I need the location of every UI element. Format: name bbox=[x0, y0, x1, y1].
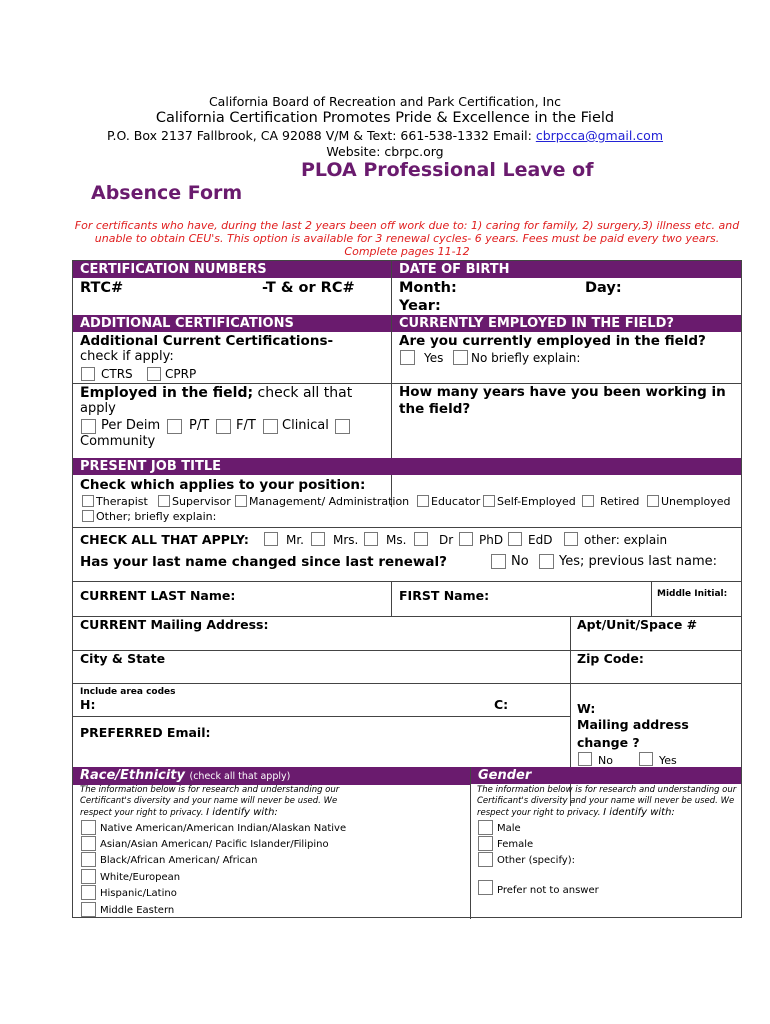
mrs-label: Mrs. bbox=[333, 533, 359, 547]
employed-no-checkbox[interactable] bbox=[453, 350, 468, 365]
self-employed-label: Self-Employed bbox=[497, 495, 576, 508]
supervisor-checkbox[interactable] bbox=[158, 495, 170, 507]
row-divider bbox=[73, 581, 741, 582]
retired-checkbox[interactable] bbox=[582, 495, 594, 507]
race-black-label: Black/African American/ African bbox=[100, 855, 258, 866]
race-note: (check all that apply) bbox=[189, 771, 291, 782]
email-label: PREFERRED Email: bbox=[80, 725, 211, 740]
unemployed-checkbox[interactable] bbox=[647, 495, 659, 507]
other-title-checkbox[interactable] bbox=[564, 532, 578, 546]
work-phone-label: W: bbox=[577, 701, 596, 716]
form-title: PLOA Professional Leave of bbox=[301, 159, 594, 181]
race-white-label: White/European bbox=[100, 872, 181, 883]
mr-label: Mr. bbox=[286, 533, 304, 547]
name-change-question: Has your last name changed since last renewal? bbox=[80, 554, 447, 570]
name-change-yes-label: Yes; previous last name: bbox=[559, 554, 718, 569]
mail-change-no-label: No bbox=[598, 754, 613, 767]
race-white-checkbox[interactable] bbox=[81, 869, 96, 884]
col-divider bbox=[470, 767, 471, 919]
email-link[interactable]: cbrpcca@gmail.com bbox=[535, 128, 664, 143]
row-divider bbox=[73, 527, 741, 528]
phd-checkbox[interactable] bbox=[459, 532, 473, 546]
race-middle-eastern-label: Middle Eastern bbox=[100, 905, 175, 916]
name-change-yes-checkbox[interactable] bbox=[539, 554, 554, 569]
race-title: Race/Ethnicity bbox=[80, 768, 185, 783]
mailing-address-label: CURRENT Mailing Address: bbox=[80, 617, 269, 632]
therapist-checkbox[interactable] bbox=[82, 495, 94, 507]
race-middle-eastern-checkbox[interactable] bbox=[81, 902, 96, 917]
mail-change-yes-checkbox[interactable] bbox=[639, 752, 653, 766]
section-dob: DATE OF BIRTH bbox=[392, 261, 741, 278]
mrs-checkbox[interactable] bbox=[311, 532, 325, 546]
pt-label: P/T bbox=[189, 418, 210, 433]
supervisor-label: Supervisor bbox=[172, 495, 231, 508]
retired-label: Retired bbox=[600, 495, 640, 508]
section-present-job: PRESENT JOB TITLE bbox=[73, 458, 741, 475]
dr-label: Dr bbox=[439, 533, 454, 547]
address-text: P.O. Box 2137 Fallbrook, CA 92088 V/M & Text: 661-538-1332 Email: bbox=[106, 128, 536, 143]
check-if-apply: check if apply: bbox=[80, 349, 174, 364]
community-label: Community bbox=[80, 434, 156, 449]
area-code-note: Include area codes bbox=[80, 687, 176, 697]
gender-female-checkbox[interactable] bbox=[478, 836, 493, 851]
race-identify: I identify with: bbox=[206, 807, 278, 818]
gender-disclaimer-text: The information below is for research and understanding our Certificant's diversity and your name will never be used. We respect your right to privacy. bbox=[477, 785, 737, 818]
educator-checkbox[interactable] bbox=[417, 495, 429, 507]
years-question: How many years have you been working in bbox=[399, 384, 726, 400]
employed-yes-label: Yes bbox=[424, 351, 444, 365]
other-checkbox[interactable] bbox=[82, 510, 94, 522]
cell-phone-label: C: bbox=[494, 697, 509, 712]
cprp-label: CPRP bbox=[165, 367, 197, 381]
community-checkbox[interactable] bbox=[335, 419, 350, 434]
therapist-label: Therapist bbox=[96, 495, 148, 508]
race-native-checkbox[interactable] bbox=[81, 820, 96, 835]
race-asian-checkbox[interactable] bbox=[81, 836, 96, 851]
race-hispanic-label: Hispanic/Latino bbox=[100, 888, 177, 899]
edd-label: EdD bbox=[528, 533, 553, 547]
section-additional-certs: ADDITIONAL CERTIFICATIONS bbox=[73, 315, 391, 332]
ctrs-label: CTRS bbox=[101, 367, 133, 381]
contact-line bbox=[0, 128, 770, 143]
first-name-label: FIRST Name: bbox=[399, 588, 490, 603]
home-phone-label: H: bbox=[80, 697, 96, 712]
gender-male-label: Male bbox=[497, 823, 521, 834]
section-cert-numbers: CERTIFICATION NUMBERS bbox=[73, 261, 391, 278]
intro-text: For certificants who have, during the last 2 years been off work due to: 1) caring for family, 2) surgery,3) illness etc. and unable to obtain CEU's. This option is available for 3 renewal cycles- 6 years. Fees must be paid every two years. Complete pages 11-12 bbox=[74, 219, 740, 258]
other-label: Other; briefly explain: bbox=[96, 510, 217, 523]
gender-female-label: Female bbox=[497, 839, 534, 850]
employed-question: Are you currently employed in the field? bbox=[399, 333, 706, 349]
race-black-checkbox[interactable] bbox=[81, 852, 96, 867]
section-currently-employed: CURRENTLY EMPLOYED IN THE FIELD? bbox=[392, 315, 741, 332]
self-employed-checkbox[interactable] bbox=[483, 495, 495, 507]
mail-change-label-2: change ? bbox=[577, 735, 640, 750]
section-gender: Gender bbox=[471, 767, 741, 784]
city-state-label: City & State bbox=[80, 651, 166, 666]
employed-field-label bbox=[80, 385, 352, 402]
pt-checkbox[interactable] bbox=[167, 419, 182, 434]
per-deim-label: Per Deim bbox=[101, 418, 161, 433]
ft-label: F/T bbox=[236, 418, 256, 433]
employed-no-label: No briefly explain: bbox=[471, 351, 581, 365]
employed-field-rest: check all that bbox=[253, 385, 353, 401]
employed-field-apply: apply bbox=[80, 401, 116, 416]
additional-certs-label: Additional Current Certifications- bbox=[80, 333, 334, 349]
name-change-no-checkbox[interactable] bbox=[491, 554, 506, 569]
last-name-label: CURRENT LAST Name: bbox=[80, 588, 236, 603]
section-race bbox=[73, 767, 470, 785]
clinical-checkbox[interactable] bbox=[263, 419, 278, 434]
mr-checkbox[interactable] bbox=[264, 532, 278, 546]
ctrs-checkbox[interactable] bbox=[81, 367, 95, 381]
clinical-label: Clinical bbox=[282, 418, 329, 433]
gender-male-checkbox[interactable] bbox=[478, 820, 493, 835]
ms-label: Ms. bbox=[386, 533, 407, 547]
gender-other-checkbox[interactable] bbox=[478, 852, 493, 867]
race-hispanic-checkbox[interactable] bbox=[81, 885, 96, 900]
row-divider bbox=[73, 716, 570, 717]
cprp-checkbox[interactable] bbox=[147, 367, 161, 381]
management-label: Management/ Administration bbox=[249, 495, 410, 508]
race-disclaimer-text: The information below is for research and understanding our Certificant's diversity and your name will never be used. We respect your right to privacy. bbox=[80, 785, 340, 818]
ms-checkbox[interactable] bbox=[364, 532, 378, 546]
title-check-label: CHECK ALL THAT APPLY: bbox=[80, 532, 249, 547]
edd-checkbox[interactable] bbox=[508, 532, 522, 546]
gender-prefer-not-label: Prefer not to answer bbox=[497, 885, 599, 896]
years-question-line2: the field? bbox=[399, 401, 471, 417]
col-divider bbox=[391, 581, 392, 616]
row-divider bbox=[73, 683, 741, 684]
board-name: California Board of Recreation and Park Certification, Inc bbox=[208, 94, 562, 109]
middle-initial-label: Middle Initial: bbox=[657, 589, 728, 599]
col-divider bbox=[651, 581, 652, 616]
unemployed-label: Unemployed bbox=[661, 495, 731, 508]
race-native-label: Native American/American Indian/Alaskan Native bbox=[100, 823, 347, 834]
per-deim-checkbox[interactable] bbox=[81, 419, 96, 434]
gender-prefer-not-checkbox[interactable] bbox=[478, 880, 493, 895]
motto: California Certification Promotes Pride & Excellence in the Field bbox=[155, 110, 615, 126]
management-checkbox[interactable] bbox=[235, 495, 247, 507]
form-body bbox=[72, 260, 742, 918]
race-asian-label: Asian/Asian American/ Pacific Islander/Filipino bbox=[100, 839, 329, 850]
race-disclaimer bbox=[80, 785, 370, 819]
mail-change-yes-label: Yes bbox=[659, 754, 677, 767]
day-label: Day: bbox=[585, 280, 622, 296]
gender-other-label: Other (specify): bbox=[497, 855, 575, 866]
employed-field-bold: Employed in the field; bbox=[80, 385, 254, 401]
gender-disclaimer bbox=[477, 785, 739, 819]
gender-identify: I identify with: bbox=[603, 807, 675, 818]
apt-label: Apt/Unit/Space # bbox=[577, 617, 698, 632]
rtc-label: RTC# bbox=[80, 280, 124, 296]
form-title-line2: Absence Form bbox=[91, 182, 243, 204]
t-rc-label: -T & or RC# bbox=[262, 280, 355, 296]
mail-change-label: Mailing address bbox=[577, 717, 689, 732]
year-label: Year: bbox=[399, 298, 441, 314]
educator-label: Educator bbox=[431, 495, 481, 508]
other-title-label: other: explain bbox=[584, 533, 668, 547]
employed-yes-checkbox[interactable] bbox=[400, 350, 415, 365]
zip-label: Zip Code: bbox=[577, 651, 644, 666]
dr-checkbox[interactable] bbox=[414, 532, 428, 546]
mail-change-no-checkbox[interactable] bbox=[578, 752, 592, 766]
position-label: Check which applies to your position: bbox=[80, 477, 366, 493]
website: Website: cbrpc.org bbox=[326, 144, 444, 159]
month-label: Month: bbox=[399, 280, 457, 296]
ft-checkbox[interactable] bbox=[216, 419, 231, 434]
name-change-no-label: No bbox=[511, 554, 529, 569]
phd-label: PhD bbox=[479, 533, 504, 547]
